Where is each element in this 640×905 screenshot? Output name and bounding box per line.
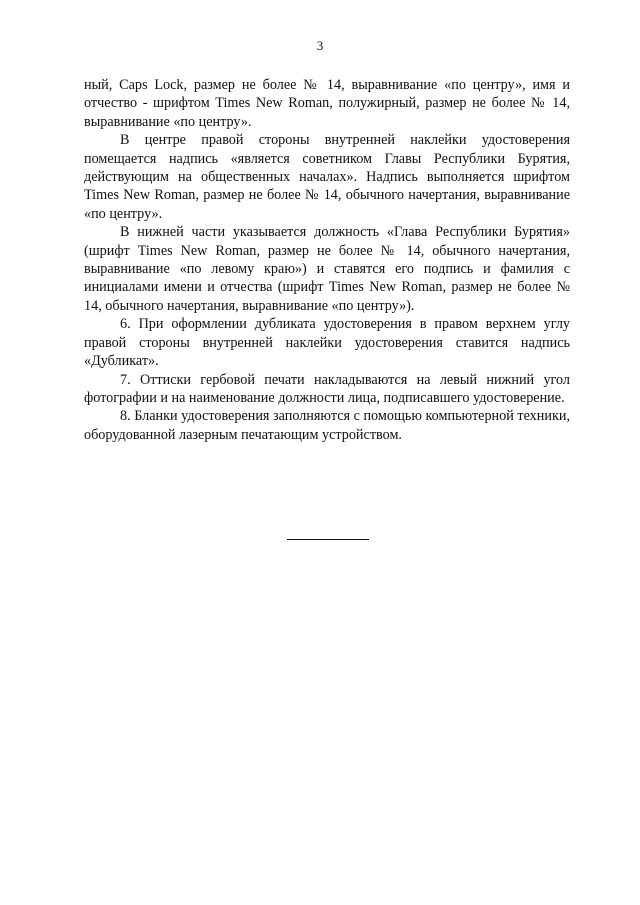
paragraph-item-6: 6. При оформлении дубликата удостоверения в правом верхнем углу правой стороны внутренней наклейки удостоверения ставится надпись «Дубликат». (84, 316, 570, 370)
paragraph-center-inscription: В центре правой стороны внутренней наклейки удостоверения помещается надпись «является советником Главы Республики Бурятия, действующим на общественных началах». Надпись выполняется шрифтом Times New Roman, размер не более № 14, обычного начертания, выравнивание «по центру». (84, 132, 570, 222)
page-number: 3 (316, 38, 324, 53)
paragraph-continuation: ный, Caps Lock, размер не более № 14, выравнивание «по центру», имя и отчество - шрифтом Times New Roman, полужирный, размер не более № 14, выравнивание «по центру». (84, 77, 570, 130)
paragraph-bottom-position: В нижней части указывается должность «Глава Республики Бурятия» (шрифт Times New Roman, размер не более № 14, обычного начертания, выравнивание «по левому краю») и ставятся его подпись и фамилия с инициалами имени и отчества (шрифт Times New Roman, размер не более № 14, обычного начертания, выравнивание «по центру»). (84, 224, 570, 314)
document-body (84, 76, 570, 444)
paragraph-item-8: 8. Бланки удостоверения заполняются с помощью компьютерной техники, оборудованной лазерным печатающим устройством. (84, 408, 570, 443)
paragraph-item-7: 7. Оттиски гербовой печати накладываются на левый нижний угол фотографии и на наименование должности лица, подписавшего удостоверение. (84, 371, 570, 406)
end-separator-line (287, 539, 369, 540)
